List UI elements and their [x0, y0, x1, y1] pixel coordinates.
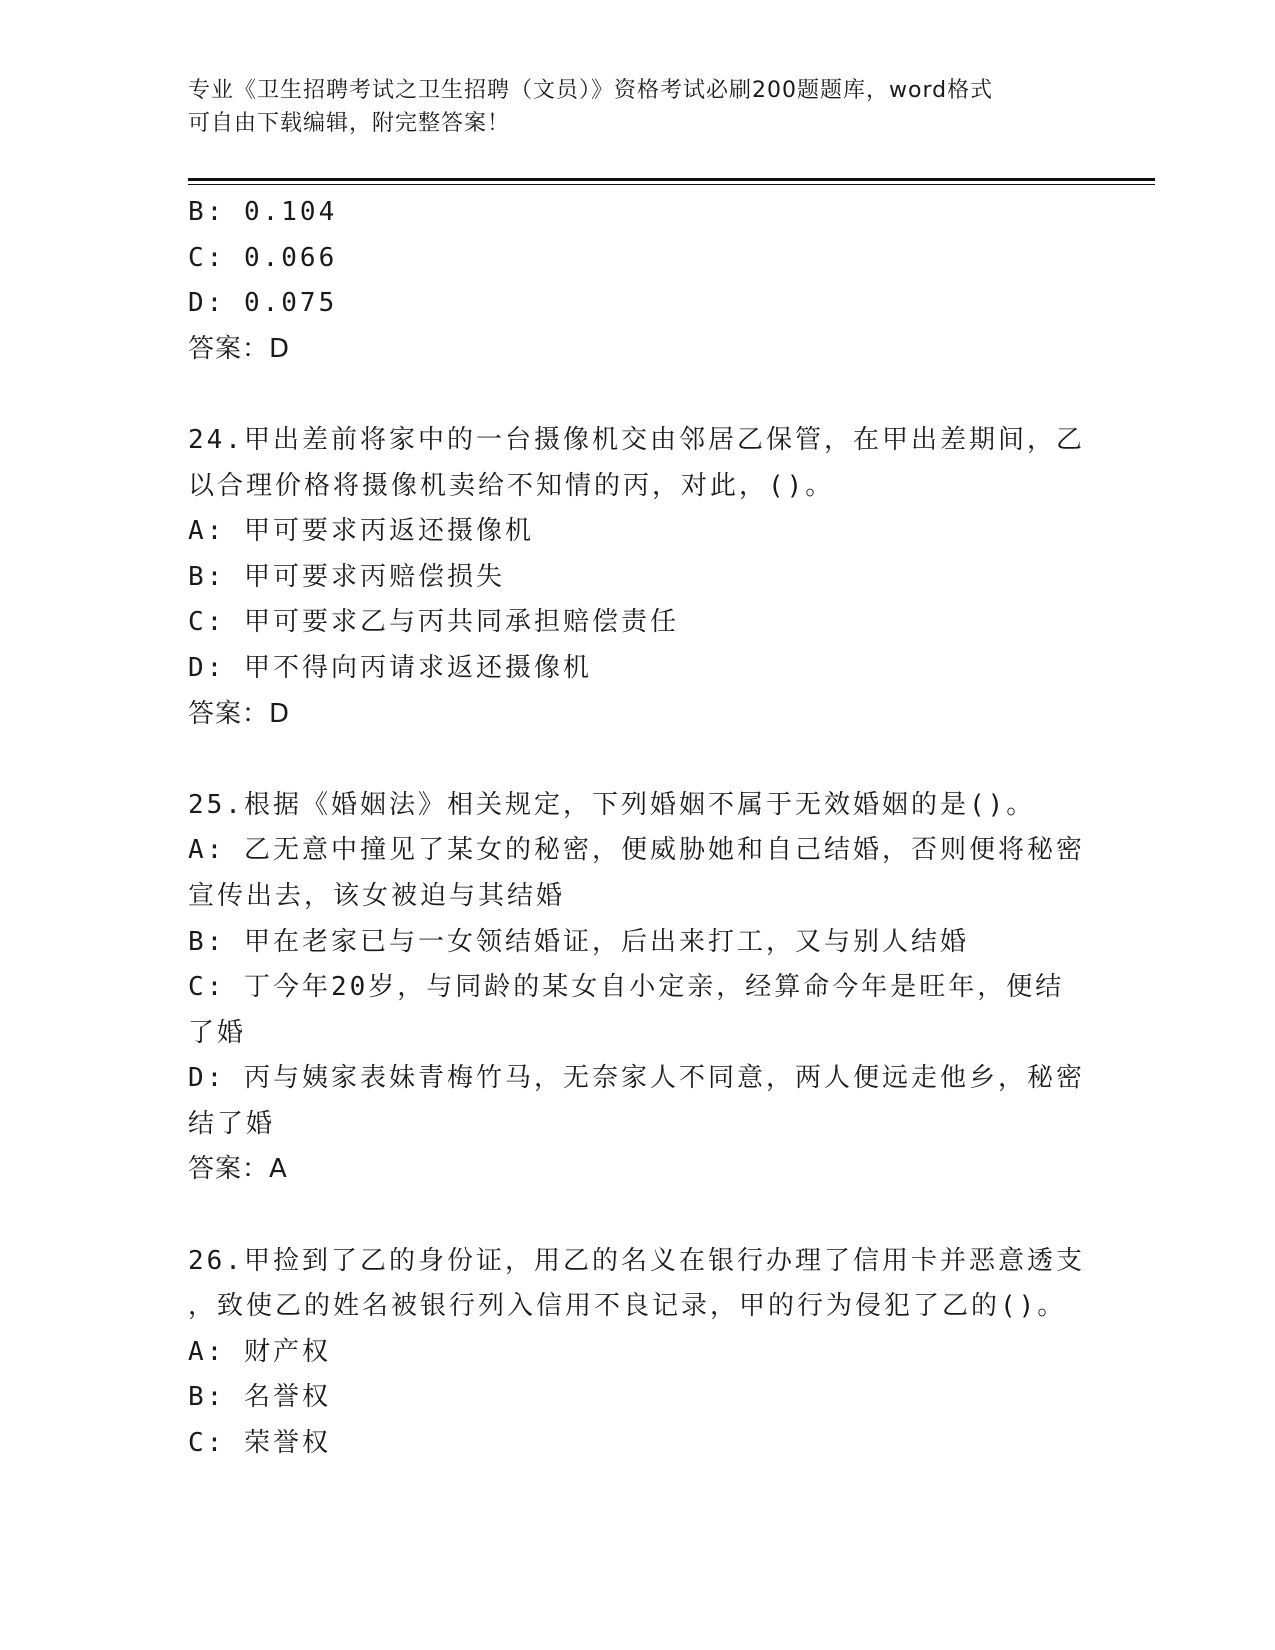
- spacer: [188, 1193, 1088, 1239]
- question-content: [188, 190, 1088, 1467]
- option-a-continued: 宣传出去，该女被迫与其结婚: [188, 880, 566, 911]
- question-25-block: [188, 783, 1088, 1193]
- option-d: D: 丙与姨家表妹青梅竹马，无奈家人不同意，两人便远走他乡，秘密: [188, 1063, 1085, 1094]
- answer: 答案：D: [188, 698, 291, 729]
- option-b: B: 甲可要求丙赔偿损失: [188, 561, 505, 592]
- header-line-1: 专业《卫生招聘考试之卫生招聘（文员）》资格考试必刷200题题库，word格式: [188, 78, 994, 103]
- option-c: C: 丁今年20岁，与同龄的某女自小定亲，经算命今年是旺年，便结: [188, 972, 1065, 1003]
- page-header: [188, 74, 1088, 140]
- option-c: C: 甲可要求乙与丙共同承担赔偿责任: [188, 607, 679, 638]
- question-stem-line: 以合理价格将摄像机卖给不知情的丙，对此，()。: [188, 470, 835, 501]
- question-23-block: [188, 190, 1088, 372]
- header-rule-thick: [188, 178, 1155, 181]
- question-stem-line: 25.根据《婚姻法》相关规定，下列婚姻不属于无效婚姻的是()。: [188, 789, 1036, 820]
- option-c: C: 0.066: [188, 242, 338, 273]
- option-a: A: 乙无意中撞见了某女的秘密，便威胁她和自己结婚，否则便将秘密: [188, 835, 1085, 866]
- question-26-block: [188, 1239, 1088, 1467]
- option-c: C: 荣誉权: [188, 1428, 331, 1459]
- spacer: [188, 372, 1088, 418]
- option-a: A: 财产权: [188, 1336, 331, 1367]
- option-d: D: 0.075: [188, 288, 338, 319]
- question-stem-line: ，致使乙的姓名被银行列入信用不良记录，甲的行为侵犯了乙的()。: [188, 1291, 1067, 1322]
- option-a: A: 甲可要求丙返还摄像机: [188, 516, 534, 547]
- option-b: B: 甲在老家已与一女领结婚证，后出来打工，又与别人结婚: [188, 926, 969, 957]
- answer: 答案：D: [188, 333, 291, 364]
- spacer: [188, 737, 1088, 783]
- question-stem-line: 24.甲出差前将家中的一台摄像机交由邻居乙保管，在甲出差期间，乙: [188, 424, 1085, 455]
- option-c-continued: 了婚: [188, 1017, 247, 1048]
- option-d: D: 甲不得向丙请求返还摄像机: [188, 652, 592, 683]
- option-b: B: 0.104: [188, 197, 338, 227]
- header-line-2: 可自由下载编辑，附完整答案！: [188, 111, 511, 136]
- answer: 答案：A: [188, 1154, 288, 1185]
- question-stem-line: 26.甲捡到了乙的身份证，用乙的名义在银行办理了信用卡并恶意透支: [188, 1245, 1085, 1276]
- option-b: B: 名誉权: [188, 1382, 331, 1413]
- question-24-block: [188, 418, 1088, 737]
- header-rule-thin: [188, 184, 1155, 185]
- option-d-continued: 结了婚: [188, 1108, 276, 1139]
